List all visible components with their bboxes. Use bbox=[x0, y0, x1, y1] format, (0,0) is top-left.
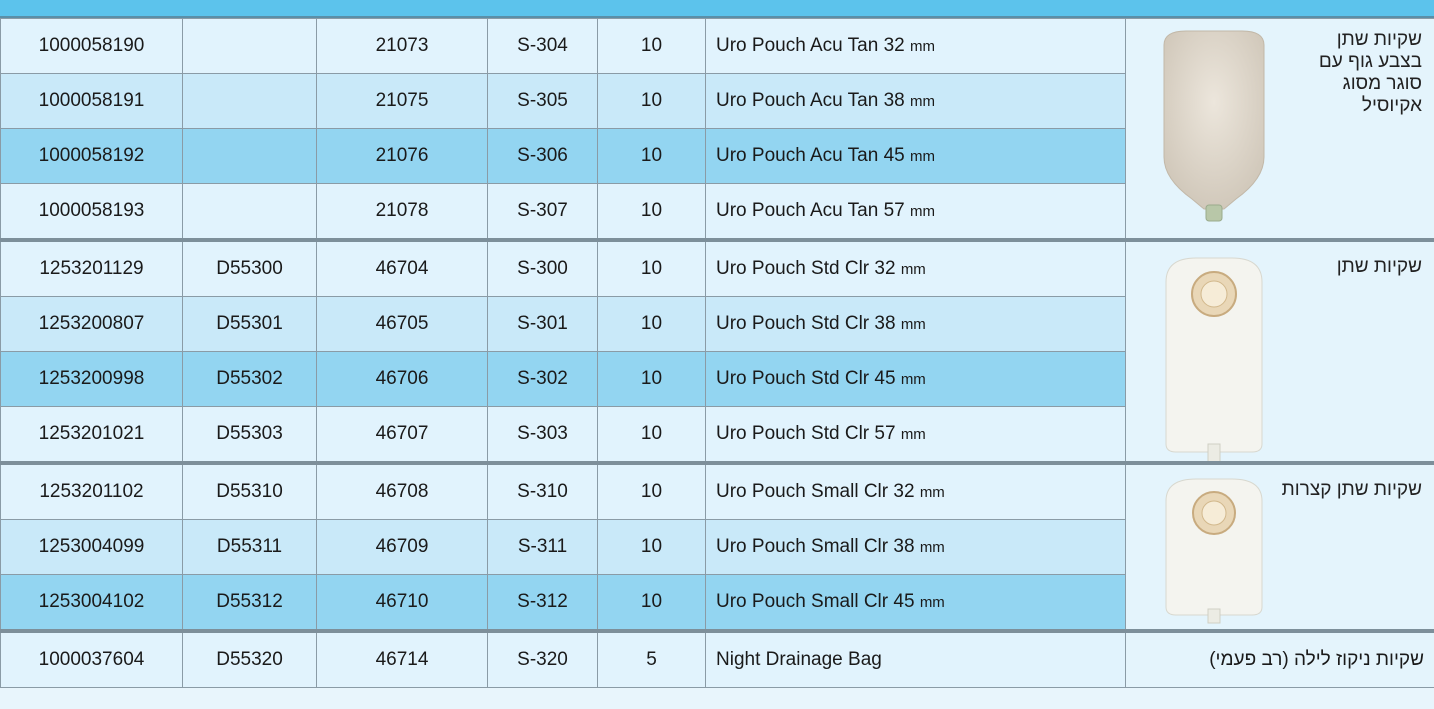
product-group-title: שקיות שתן קצרות bbox=[1281, 479, 1422, 500]
sku-cell: S-312 bbox=[488, 575, 598, 632]
sku-cell: S-306 bbox=[488, 129, 598, 184]
product-name-cell bbox=[706, 520, 1126, 575]
product-group-cell bbox=[1126, 240, 1434, 463]
product-name: Uro Pouch Small Clr 45 bbox=[716, 591, 915, 612]
alt-code-cell bbox=[183, 129, 317, 184]
alt-code-cell: D55300 bbox=[183, 240, 317, 297]
product-name-cell bbox=[706, 184, 1126, 241]
product-name: Uro Pouch Acu Tan 38 bbox=[716, 90, 905, 111]
reference-number-cell: 21078 bbox=[317, 184, 488, 241]
reference-number-cell: 46705 bbox=[317, 297, 488, 352]
product-row bbox=[1, 19, 1434, 74]
size-unit: mm bbox=[900, 261, 926, 278]
quantity-cell: 10 bbox=[598, 297, 706, 352]
product-name: Uro Pouch Acu Tan 45 bbox=[716, 145, 905, 166]
product-code-cell: 1253201102 bbox=[1, 463, 183, 520]
product-group-title: שקיות שתן בצבע גוף עם סוגר מסוג אקיוסיל bbox=[1318, 29, 1422, 116]
product-code-cell: 1253200807 bbox=[1, 297, 183, 352]
product-group-cell bbox=[1126, 19, 1434, 241]
product-group-title: שקיות ניקוז לילה (רב פעמי) bbox=[1126, 631, 1434, 688]
product-name: Uro Pouch Std Clr 38 bbox=[716, 313, 896, 334]
alt-code-cell: D55302 bbox=[183, 352, 317, 407]
reference-number-cell: 46709 bbox=[317, 520, 488, 575]
sku-cell: S-302 bbox=[488, 352, 598, 407]
alt-code-cell bbox=[183, 74, 317, 129]
product-row bbox=[1, 463, 1434, 520]
reference-number-cell: 46714 bbox=[317, 631, 488, 688]
sku-cell: S-307 bbox=[488, 184, 598, 241]
quantity-cell: 10 bbox=[598, 129, 706, 184]
reference-number-cell: 46708 bbox=[317, 463, 488, 520]
product-name-cell bbox=[706, 407, 1126, 464]
product-code-cell: 1000058190 bbox=[1, 19, 183, 74]
product-name: Uro Pouch Small Clr 38 bbox=[716, 536, 915, 557]
product-code-cell: 1000058192 bbox=[1, 129, 183, 184]
product-name: Uro Pouch Small Clr 32 bbox=[716, 481, 915, 502]
size-unit: mm bbox=[910, 203, 936, 220]
reference-number-cell: 46707 bbox=[317, 407, 488, 464]
size-unit: mm bbox=[919, 594, 945, 611]
size-unit: mm bbox=[910, 38, 936, 55]
product-group-title: שקיות שתן bbox=[1336, 256, 1422, 277]
product-name: Uro Pouch Std Clr 45 bbox=[716, 368, 896, 389]
product-name-cell bbox=[706, 575, 1126, 632]
alt-code-cell: D55311 bbox=[183, 520, 317, 575]
alt-code-cell bbox=[183, 19, 317, 74]
quantity-cell: 10 bbox=[598, 184, 706, 241]
product-name: Uro Pouch Std Clr 57 bbox=[716, 423, 896, 444]
product-code-cell: 1253200998 bbox=[1, 352, 183, 407]
sku-cell: S-303 bbox=[488, 407, 598, 464]
product-name-cell bbox=[706, 74, 1126, 129]
reference-number-cell: 46710 bbox=[317, 575, 488, 632]
product-row bbox=[1, 631, 1434, 688]
product-code-cell: 1253004099 bbox=[1, 520, 183, 575]
product-code-cell: 1000058191 bbox=[1, 74, 183, 129]
quantity-cell: 10 bbox=[598, 407, 706, 464]
sku-cell: S-311 bbox=[488, 520, 598, 575]
table-header-bar bbox=[0, 0, 1434, 18]
sku-cell: S-301 bbox=[488, 297, 598, 352]
product-code-cell: 1253201129 bbox=[1, 240, 183, 297]
product-table-body bbox=[1, 19, 1434, 688]
product-name-cell bbox=[706, 352, 1126, 407]
product-name-cell bbox=[706, 240, 1126, 297]
sku-cell: S-304 bbox=[488, 19, 598, 74]
product-code-cell: 1000037604 bbox=[1, 631, 183, 688]
sku-cell: S-310 bbox=[488, 463, 598, 520]
quantity-cell: 10 bbox=[598, 240, 706, 297]
product-table bbox=[0, 18, 1434, 688]
quantity-cell: 10 bbox=[598, 19, 706, 74]
size-unit: mm bbox=[919, 484, 945, 501]
quantity-cell: 10 bbox=[598, 575, 706, 632]
alt-code-cell: D55303 bbox=[183, 407, 317, 464]
reference-number-cell: 46706 bbox=[317, 352, 488, 407]
product-name-cell bbox=[706, 463, 1126, 520]
product-name-cell bbox=[706, 129, 1126, 184]
product-code-cell: 1253201021 bbox=[1, 407, 183, 464]
product-name: Uro Pouch Std Clr 32 bbox=[716, 258, 896, 279]
quantity-cell: 5 bbox=[598, 631, 706, 688]
alt-code-cell: D55320 bbox=[183, 631, 317, 688]
sku-cell: S-300 bbox=[488, 240, 598, 297]
clear-urostomy-pouch-standard-image bbox=[1156, 254, 1272, 463]
reference-number-cell: 46704 bbox=[317, 240, 488, 297]
product-name-cell bbox=[706, 297, 1126, 352]
product-name-cell bbox=[706, 19, 1126, 74]
product-code-cell: 1253004102 bbox=[1, 575, 183, 632]
product-name: Uro Pouch Acu Tan 32 bbox=[716, 35, 905, 56]
alt-code-cell: D55312 bbox=[183, 575, 317, 632]
size-unit: mm bbox=[910, 148, 936, 165]
product-name-cell bbox=[706, 631, 1126, 688]
product-row bbox=[1, 240, 1434, 297]
product-group-cell bbox=[1126, 463, 1434, 631]
size-unit: mm bbox=[919, 539, 945, 556]
reference-number-cell: 21073 bbox=[317, 19, 488, 74]
sku-cell: S-305 bbox=[488, 74, 598, 129]
alt-code-cell: D55310 bbox=[183, 463, 317, 520]
alt-code-cell bbox=[183, 184, 317, 241]
alt-code-cell: D55301 bbox=[183, 297, 317, 352]
clear-urostomy-pouch-small-image bbox=[1156, 475, 1272, 631]
size-unit: mm bbox=[900, 371, 926, 388]
reference-number-cell: 21075 bbox=[317, 74, 488, 129]
product-code-cell: 1000058193 bbox=[1, 184, 183, 241]
size-unit: mm bbox=[900, 426, 926, 443]
size-unit: mm bbox=[910, 93, 936, 110]
quantity-cell: 10 bbox=[598, 352, 706, 407]
product-name: Uro Pouch Acu Tan 57 bbox=[716, 200, 905, 221]
sku-cell: S-320 bbox=[488, 631, 598, 688]
product-name: Night Drainage Bag bbox=[716, 649, 882, 670]
tan-urostomy-pouch-with-acusil-tap-image bbox=[1156, 29, 1272, 233]
quantity-cell: 10 bbox=[598, 74, 706, 129]
quantity-cell: 10 bbox=[598, 463, 706, 520]
quantity-cell: 10 bbox=[598, 520, 706, 575]
size-unit: mm bbox=[900, 316, 926, 333]
reference-number-cell: 21076 bbox=[317, 129, 488, 184]
